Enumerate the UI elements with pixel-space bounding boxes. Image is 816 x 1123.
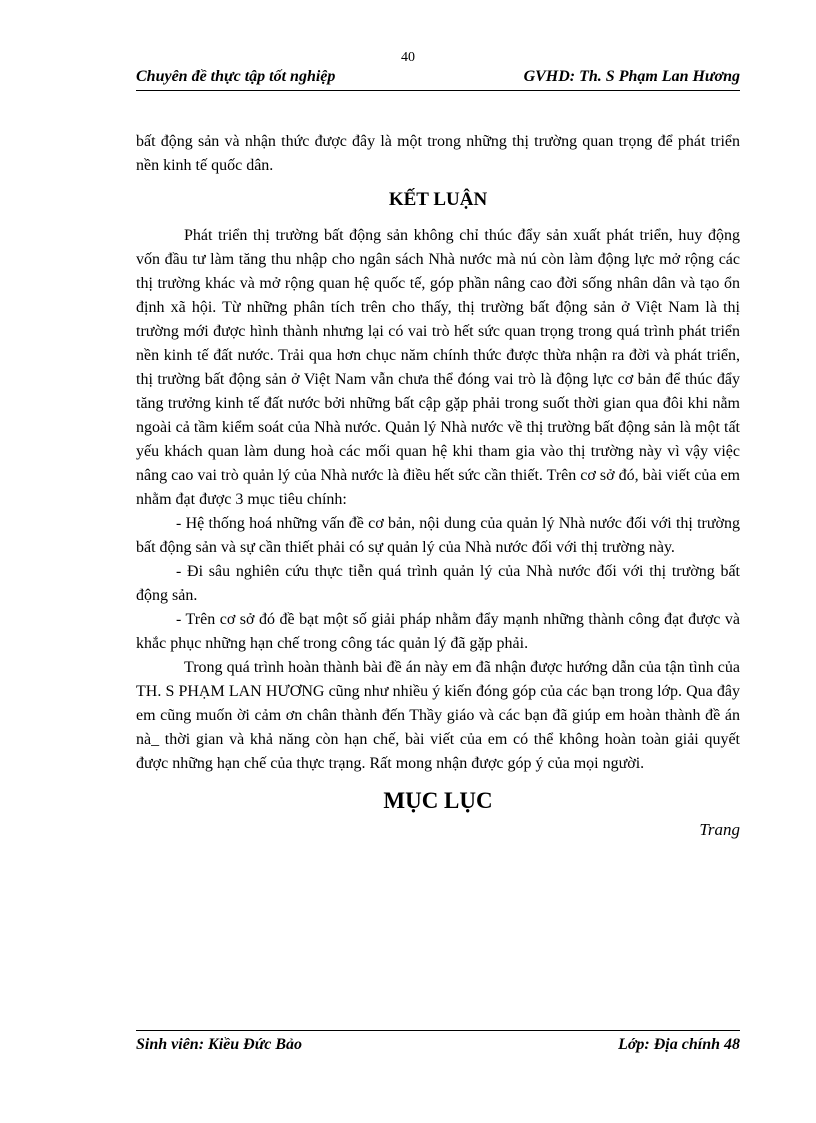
conclusion-heading: KẾT LUẬN [388,189,488,210]
bullet-item-3: - Trên cơ sở đó đề bạt một số giải pháp nhằm đẩy mạnh những thành công đạt được và khắc phục những hạn chế trong công tác quản lý đã gặp phải. [136,611,740,652]
conclusion-paragraph-2: Trong quá trình hoàn thành bài đề án này em đã nhận được hướng dẫn của tận tình của TH. S PHẠM LAN HƯƠNG cũng như nhiều ý kiến đóng góp của các bạn trong lớp. Qua đây em cũng muốn ời cảm ơn chân thành đến Thầy giáo và các bạn đã giúp em hoàn thành đề án nà_ thời gian và khả năng còn hạn chế, bài viết của em có thể không hoàn toàn giải quyết được những hạn chế của thực trạng. Rất mong nhận được góp ý của mọi người. [136,659,740,772]
header-title: Chuyên đề thực tập tốt nghiệp [136,68,336,85]
toc-page-label: Trang [699,820,740,839]
bullet-item-2: - Đi sâu nghiên cứu thực tiễn quá trình quản lý của Nhà nước đối với thị trường bất động sản. [136,563,740,604]
footer-class: Lớp: Địa chính 48 [618,1036,740,1053]
footer-student: Sinh viên: Kiều Đức Bảo [136,1036,303,1053]
page-footer [136,1030,740,1055]
toc-heading: MỤC LỤC [383,788,493,813]
intro-paragraph: bất động sản và nhận thức được đây là một trong những thị trường quan trọng để phát triển nền kinh tế quốc dân. [136,133,740,174]
page-number: 40 [401,50,415,65]
page-header [136,68,740,91]
header-advisor: GVHD: Th. S Phạm Lan Hương [523,68,740,85]
bullet-item-1: - Hệ thống hoá những vấn đề cơ bản, nội dung của quản lý Nhà nước đối với thị trường bất động sản và sự cần thiết phải có sự quản lý của Nhà nước đối với thị trường này. [136,515,740,556]
document-body [136,130,740,842]
conclusion-paragraph-1: Phát triển thị trường bất động sản không chỉ thúc đẩy sản xuất phát triển, huy động vốn đầu tư làm tăng thu nhập cho ngân sách Nhà nước mà nú còn làm động lực mở rộng các thị trường khác và mở rộng quan hệ quốc tế, góp phần nâng cao đời sống nhân dân và tạo ổn định xã hội. Từ những phân tích trên cho thấy, thị trường bất động sản ở Việt Nam là thị trường mới được hình thành nhưng lại có vai trò hết sức quan trọng trong quá trình phát triển nền kinh tế đất nước. Trải qua hơn chục năm chính thức được thừa nhận ra đời và phát triển, thị trường bất động sản ở Việt Nam vẫn chưa thể đóng vai trò là động lực cơ bản để thúc đẩy tăng trưởng kinh tế đất nước bởi những bất cập gặp phải trong suốt thời gian qua đôi khi nằm ngoài cả tầm kiểm soát của Nhà nước. Quản lý Nhà nước về thị trường bất động sản là một tất yếu khách quan làm dung hoà các mối quan hệ khi tham gia vào thị trường này vì vậy việc nâng cao vai trò quản lý của Nhà nước là điều hết sức cần thiết. Trên cơ sở đó, bài viết của em nhằm đạt được 3 mục tiêu chính: [136,227,740,508]
